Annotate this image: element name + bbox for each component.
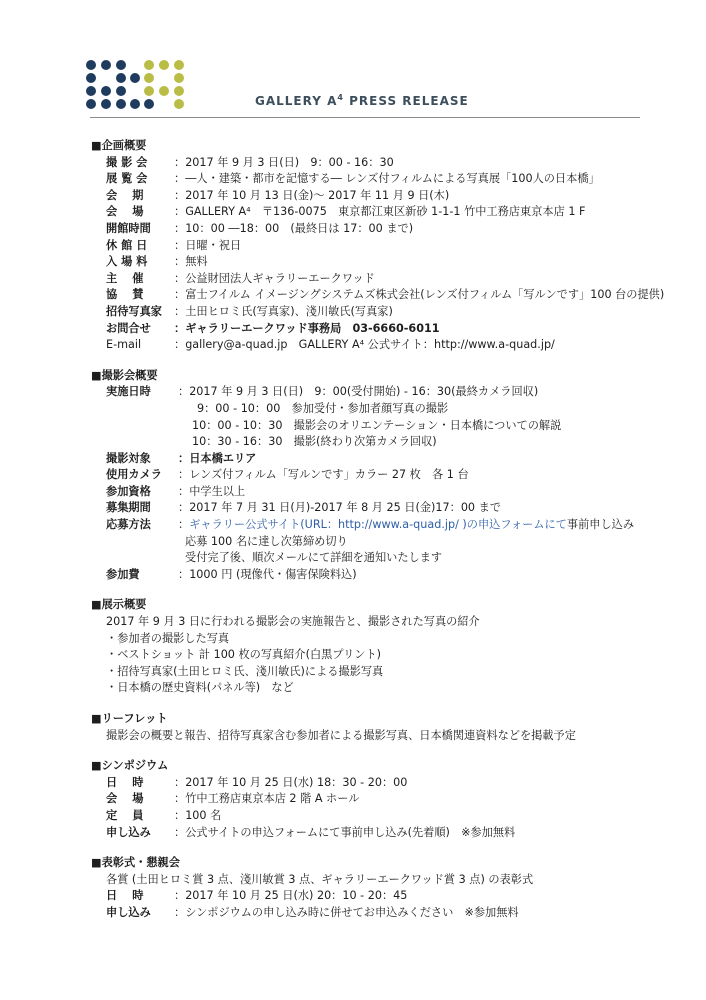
shoot-section <box>91 368 651 584</box>
info-row: 参加資格 ：中学生以上 <box>106 484 246 498</box>
exhibit-line: ・ベストショット 計 100 枚の写真紹介(白黒プリント) <box>106 648 382 662</box>
section-title: ■撮影会概要 <box>91 368 158 382</box>
info-row: 撮影対象 ：日本橋エリア <box>106 451 257 465</box>
award-line: 各賞 (土田ヒロミ賞 3 点、淺川敏賞 3 点、ギャラリーエークワッド賞 3 点) の表彰式 <box>106 872 534 886</box>
schedule-item: 10：30 - 16：30 撮影(終わり次第カメラ回収) <box>192 435 437 449</box>
section-title: ■シンポジウム <box>91 759 169 773</box>
info-row: 主 催 ：公益財団法人ギャラリーエークワッド <box>106 271 375 285</box>
section-title: ■企画概要 <box>91 139 147 152</box>
info-row: 申し込み ：シンポジウムの申し込み時に併せてお申込みください ※参加無料 <box>106 905 519 919</box>
info-row: 募集期間 ：2017 年 7 月 31 日(月)-2017 年 8 月 25 日(金)17：00 まで <box>106 501 501 515</box>
exhibit-line: ・参加者の撮影した写真 <box>106 631 230 645</box>
info-row: 使用カメラ ：レンズ付フィルム「写ルンです」カラー 27 枚 各 1 台 <box>106 468 469 482</box>
info-row: 日 時 ：2017 年 10 月 25 日(水) 20：10 - 20：45 <box>106 889 408 903</box>
contact-row: お問合せ ：ギャラリーエークワッド事務局 03-6660-6011 <box>106 321 440 335</box>
info-row: 協 賛 ：富士フイルム イメージングシステムズ株式会社(レンズ付フィルム「写ルンです」100 台の提供) <box>106 288 665 302</box>
info-row: 参加費 ：1000 円 (現像代・傷害保険料込) <box>106 567 357 581</box>
leaflet-section <box>91 711 651 744</box>
info-row: 展 覧 会 ：―人・建築・都市を記憶する― レンズ付フィルムによる写真展「100人の日本橋」 <box>106 172 600 186</box>
document-body <box>91 138 665 936</box>
info-row: 休 館 日 ：日曜・祝日 <box>106 238 242 252</box>
section-title: ■表彰式・懇親会 <box>91 856 180 870</box>
section-title: ■展示概要 <box>91 598 147 612</box>
apply-note: 応募 100 名に達し次第締め切り <box>185 534 348 548</box>
info-row: 申し込み ：公式サイトの申込フォームにて事前申し込み(先着順) ※参加無料 <box>106 825 516 839</box>
award-section <box>91 855 651 921</box>
info-row: 実施日時 ：2017 年 9 月 3 日(日) 9：00(受付開始) - 16：30(最終カメラ回収) <box>106 385 539 399</box>
info-row: 会 場 ：竹中工務店東京本店 2 階 A ホール <box>106 792 360 806</box>
schedule-item: 10：00 - 10：30 撮影会のオリエンテーション・日本橋についての解説 <box>192 418 562 432</box>
info-row: 日 時 ：2017 年 10 月 25 日(水) 18：30 - 20：00 <box>106 775 408 789</box>
info-row: 定 員 ：100 名 <box>106 808 222 822</box>
header-divider <box>90 117 640 118</box>
exhibit-line: ・日本橋の歴史資料(パネル等) など <box>106 681 294 695</box>
exhibit-line: ・招待写真家(土田ヒロミ氏、淺川敏氏)による撮影写真 <box>106 664 384 678</box>
info-row: 入 場 料 ：無料 <box>106 255 208 269</box>
overview-section <box>91 138 665 354</box>
exhibit-section <box>91 597 651 697</box>
exhibit-line: 2017 年 9 月 3 日に行われる撮影会の実施報告と、撮影された写真の紹介 <box>106 615 480 629</box>
schedule-item: 9：00 - 10：00 参加受付・参加者顔写真の撮影 <box>197 401 449 415</box>
info-row: 撮 影 会 ：2017 年 9 月 3 日(日) 9：00 - 16：30 <box>106 155 394 169</box>
apply-note: 受付完了後、順次メールにて詳細を通知いたします <box>185 551 443 565</box>
section-title: ■リーフレット <box>91 712 168 725</box>
leaflet-line: 撮影会の概要と報告、招待写真家含む参加者による撮影写真、日本橋関連資料などを掲載予定 <box>106 728 576 742</box>
info-row: 招待写真家 ：土田ヒロミ氏(写真家)、淺川敏氏(写真家) <box>106 304 393 318</box>
info-row: 会 期 ：2017 年 10 月 13 日(金)～ 2017 年 11 月 9 日(木) <box>106 188 450 202</box>
press-release-title: GALLERY $A^4$ PRESS RELEASE <box>255 93 469 108</box>
info-row: 会 場 ：GALLERY A⁴ 〒136-0075 東京都江東区新砂 1-1-1 竹中工務店東京本店 1 F <box>106 205 586 219</box>
email-row: E-mail ：gallery@a-quad.jp GALLERY A⁴ 公式サイト：http://www.a-quad.jp/ <box>106 338 555 352</box>
info-row: 応募方法 ：ギャラリー公式サイト(URL：http://www.a-quad.jp/ )の申込フォームにて事前申し込み <box>106 518 635 532</box>
info-row: 開館時間 ：10：00 ―18：00 (最終日は 17：00 まで) <box>106 221 414 235</box>
symposium-section <box>91 758 651 841</box>
apply-link[interactable]: ギャラリー公式サイト(URL：http://www.a-quad.jp/ )の申込フォームにて <box>189 518 567 532</box>
